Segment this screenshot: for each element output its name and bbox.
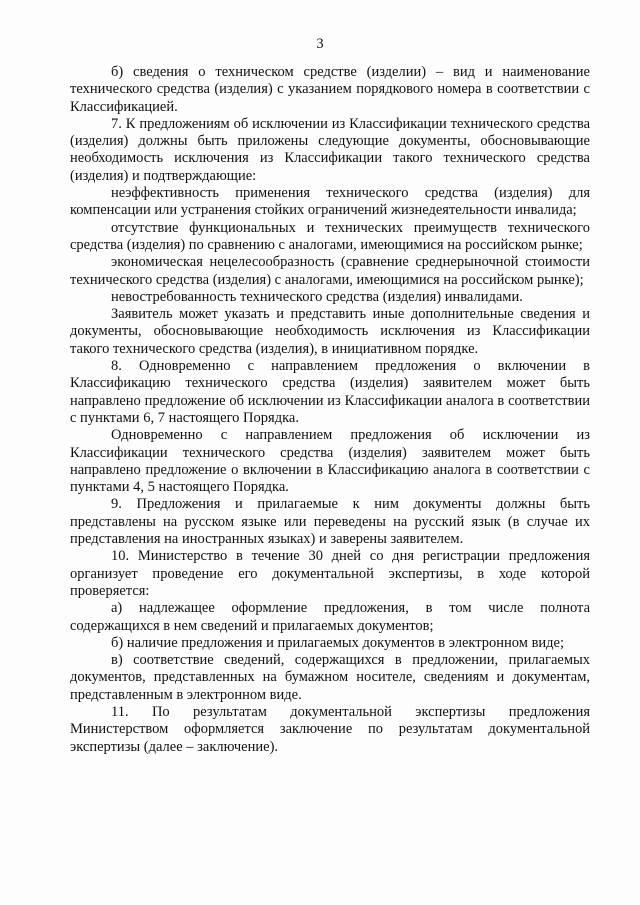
paragraph-10: 10. Министерство в течение 30 дней со дня регистрации предложения организует проведение его документальной экспертизы, в ходе которой проверяется: [70,548,590,599]
document-body [70,64,590,756]
paragraph-10c: в) соответствие сведений, содержащихся в предложении, прилагаемых документов, представленных на бумажном носителе, сведениям и документам, представленным в электронном виде. [70,652,590,703]
paragraph-7-item-economic: экономическая нецелесообразность (сравнение среднерыночной стоимости технического средства (изделия) с аналогами, имеющимися на российском рынке); [70,254,590,288]
paragraph-7-item-no-advantages: отсутствие функциональных и технических преимуществ технического средства (изделия) по сравнению с аналогами, имеющимися на российском рынке; [70,219,590,253]
paragraph-8: 8. Одновременно с направлением предложения о включении в Классификацию технического средства (изделия) заявителем может быть направлено предложение об исключении из Классификации аналога в соответствии с пунктами 6, 7 настоящего Порядка. [70,358,590,426]
paragraph-7-item-unclaimed: невостребованность технического средства (изделия) инвалидами. [111,288,523,305]
page-number: 3 [316,36,324,52]
paragraph-7-applicant-note: Заявитель может указать и представить иные дополнительные сведения и документы, обосновывающие необходимость исключения из Классификации такого технического средства (изделия), в инициативном порядке. [70,306,590,357]
paragraph-8-continued: Одновременно с направлением предложения об исключении из Классификации технического средства (изделия) заявителем может быть направлено предложение о включении в Классификацию аналога в соответствии с пунктами 4, 5 настоящего Порядка. [70,427,590,496]
paragraph-7: 7. К предложениям об исключении из Классификации технического средства (изделия) должны быть приложены следующие документы, обосновывающие необходимость исключения из Классификации такого технического средства (изделия) и подтверждающие: [70,115,590,184]
paragraph-7-item-ineffectiveness: неэффективность применения технического средства (изделия) для компенсации или устранения стойких ограничений жизнедеятельности инвалида; [70,185,590,219]
paragraph-10b: б) наличие предложения и прилагаемых документов в электронном виде; [111,634,565,651]
paragraph-10a: а) надлежащее оформление предложения, в том числе полнота содержащихся в нем сведений и прилагаемых документов; [70,600,590,634]
paragraph-11: 11. По результатам документальной экспертизы предложения Министерством оформляется заключение по результатам документальной экспертизы (далее – заключение). [70,703,590,755]
paragraph-6b: б) сведения о техническом средстве (изделии) – вид и наименование технического средства (изделия) с указанием порядкового номера в соответствии с Классификацией. [70,64,590,115]
paragraph-9: 9. Предложения и прилагаемые к ним документы должны быть представлены на русском языке или переведены на русский язык (в случае их представления на иностранных языках) и заверены заявителем. [70,496,590,548]
